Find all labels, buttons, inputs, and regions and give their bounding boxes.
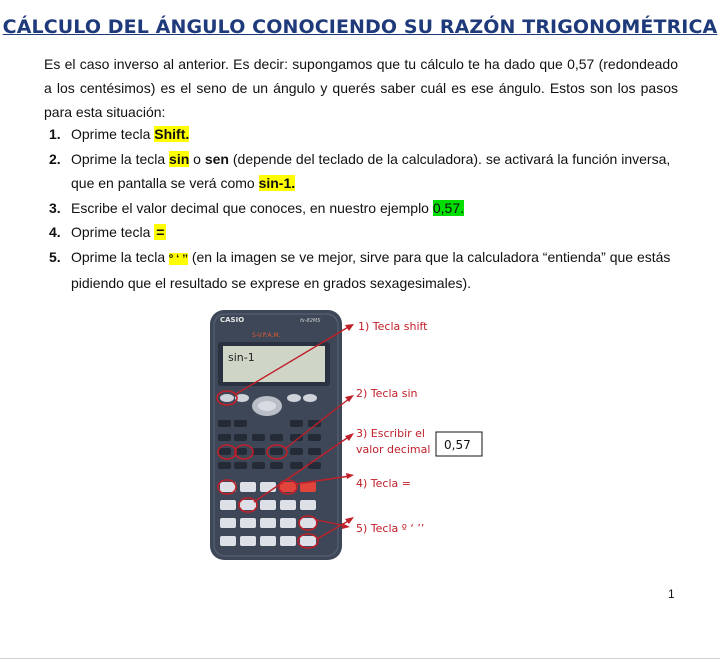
shift-key [220,394,234,402]
step-4 [44,220,684,245]
steps-list [44,122,684,296]
step-text: Oprime la tecla [71,150,170,167]
page-title: CÁLCULO DEL ÁNGULO CONOCIENDO SU RAZÓN TRIGONOMÉTRICA [2,16,718,38]
highlight-shift: Shift. [154,126,190,142]
model-label: fx-82MS [300,318,321,324]
step-text: Escribe el valor decimal que conoces, en nuestro ejemplo [71,199,433,216]
step-2 [44,147,684,196]
step-3 [44,196,684,221]
step-text: Oprime tecla [71,224,155,240]
screen-text: sin-1 [228,351,255,364]
highlight-equals: = [156,224,165,240]
step-number: 4. [49,224,61,240]
highlight-value: 0,57. [432,199,465,216]
label-shift: 1) Tecla shift [358,320,428,333]
step-number: 3. [49,199,61,216]
step-text: Oprime la tecla [71,248,170,265]
step-5 [44,245,684,296]
label-sin: 2) Tecla sin [356,387,418,400]
highlight-sin-inverse: sin-1. [258,175,296,191]
label-equals: 4) Tecla = [356,477,411,490]
label-degrees: 5) Tecla º ‘ ’’ [356,522,425,535]
label-decimal-1: 3) Escribir el [356,427,425,440]
step-text: o [189,150,205,167]
step-number: 1. [49,126,61,142]
page-number: 1 [668,587,675,601]
intro-paragraph: Es el caso inverso al anterior. Es decir: supongamos que tu cálculo te ha dado que 0,57 (redondeado a los centésimos) es el seno de un ángulo y querés saber cuál es ese ángulo. Estos son los pasos para esta situación: [44,56,678,120]
step-text: (depende del teclado de la calculadora). se activará la función inversa, que en pantalla se verá como [71,150,671,191]
del-key [280,482,296,492]
label-decimal-2: valor decimal [356,443,431,456]
step-number: 5. [49,248,61,265]
decimal-box-value: 0,57 [444,438,471,452]
page-bottom-border [0,658,720,659]
highlight-degrees: º ‘ ’’ [169,252,188,265]
step-1 [44,122,684,147]
subtitle-label: S-V.P.A.M. [252,332,281,339]
bold-sen: sen [204,150,229,167]
brand-label: CASIO [220,316,245,324]
step-number: 2. [49,150,61,167]
highlight-sin: sin [169,150,190,167]
step-text: (en la imagen se ve mejor, sirve para que la calculadora “entienda” que estás pidiendo que el resultado se exprese en grados sexagesimales). [71,248,671,291]
calculator-illustration [196,306,496,566]
step-text: Oprime tecla [71,126,155,142]
arrow-heads [342,324,354,529]
calculator-figure [196,306,496,566]
